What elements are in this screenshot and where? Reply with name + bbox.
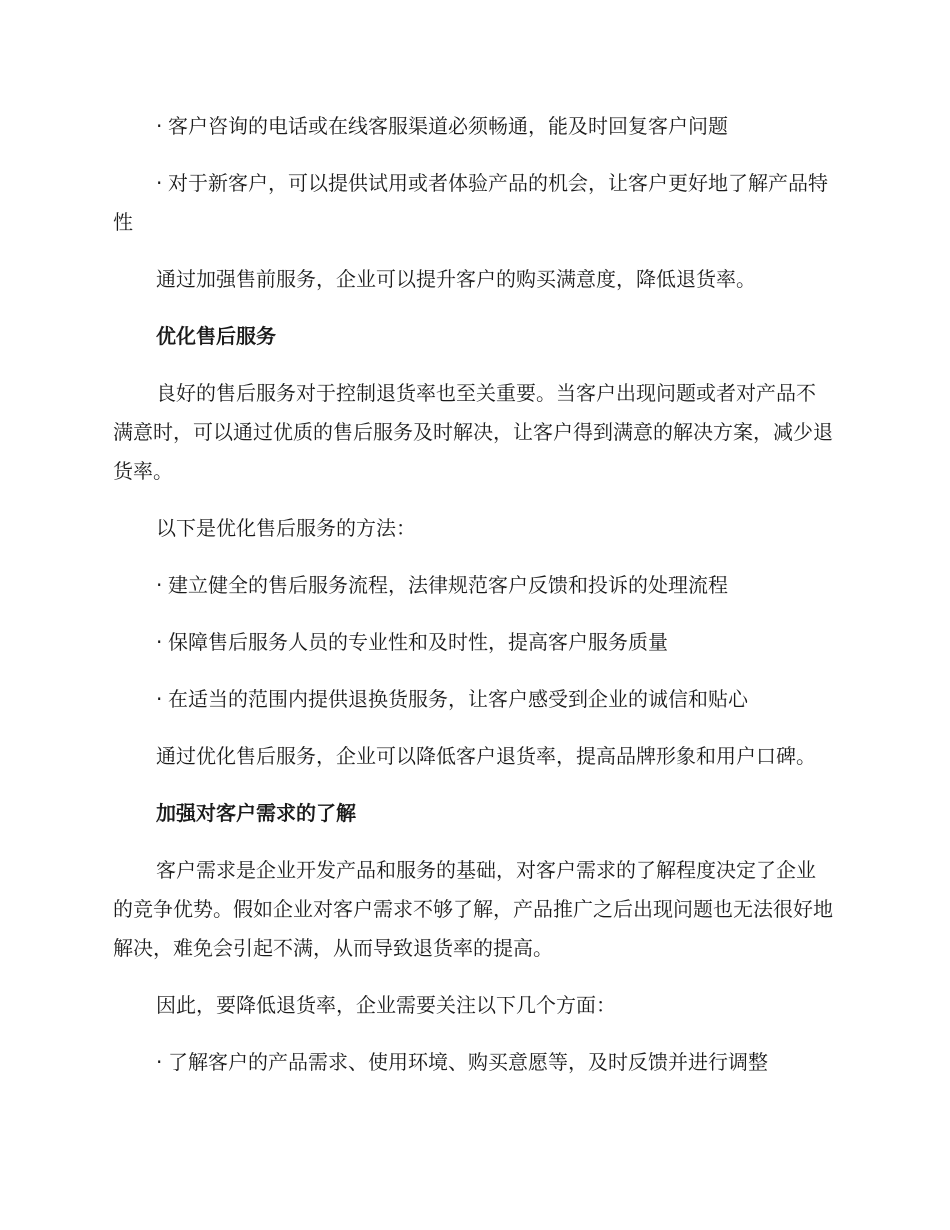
paragraph: 通过加强售前服务，企业可以提升客户的购买满意度，降低退货率。 (156, 267, 756, 291)
bullet-item: · 对于新客户，可以提供试用或者体验产品的机会，让客户更好地了解产品特性 (113, 164, 835, 242)
bullet-item: · 保障售后服务人员的专业性和及时性，提高客户服务质量 (113, 623, 835, 662)
bullet-symbol: · (156, 573, 163, 597)
bullet-item: · 了解客户的产品需求、使用环境、购买意愿等，及时反馈并进行调整 (113, 1043, 835, 1082)
document-body (113, 107, 835, 1100)
paragraph: 良好的售后服务对于控制退货率也至关重要。当客户出现问题或者对产品不满意时，可以通过优质的售后服务及时解决，让客户得到满意的解决方案，减少退货率。 (113, 381, 833, 483)
paragraph: 以下是优化售后服务的方法： (156, 516, 416, 540)
bullet-item: · 客户咨询的电话或在线客服渠道必须畅通，能及时回复客户问题 (113, 107, 835, 146)
bullet-item: · 在适当的范围内提供退换货服务，让客户感受到企业的诚信和贴心 (113, 680, 835, 719)
bullet-symbol: · (156, 1050, 163, 1074)
bullet-item: · 建立健全的售后服务流程，法律规范客户反馈和投诉的处理流程 (113, 566, 835, 605)
section-heading: 优化售后服务 (156, 324, 276, 348)
bullet-symbol: · (156, 687, 163, 711)
paragraph: 通过优化售后服务，企业可以降低客户退货率，提高品牌形象和用户口碑。 (156, 744, 816, 768)
bullet-symbol: · (156, 630, 163, 654)
paragraph: 因此，要降低退货率，企业需要关注以下几个方面： (156, 993, 616, 1017)
paragraph: 客户需求是企业开发产品和服务的基础，对客户需求的了解程度决定了企业的竞争优势。假如企业对客户需求不够了解，产品推广之后出现问题也无法很好地解决，难免会引起不满，从而导致退货率的提高。 (113, 858, 833, 960)
section-heading: 加强对客户需求的了解 (156, 801, 356, 825)
bullet-symbol: · (156, 171, 163, 195)
bullet-symbol: · (156, 114, 163, 138)
